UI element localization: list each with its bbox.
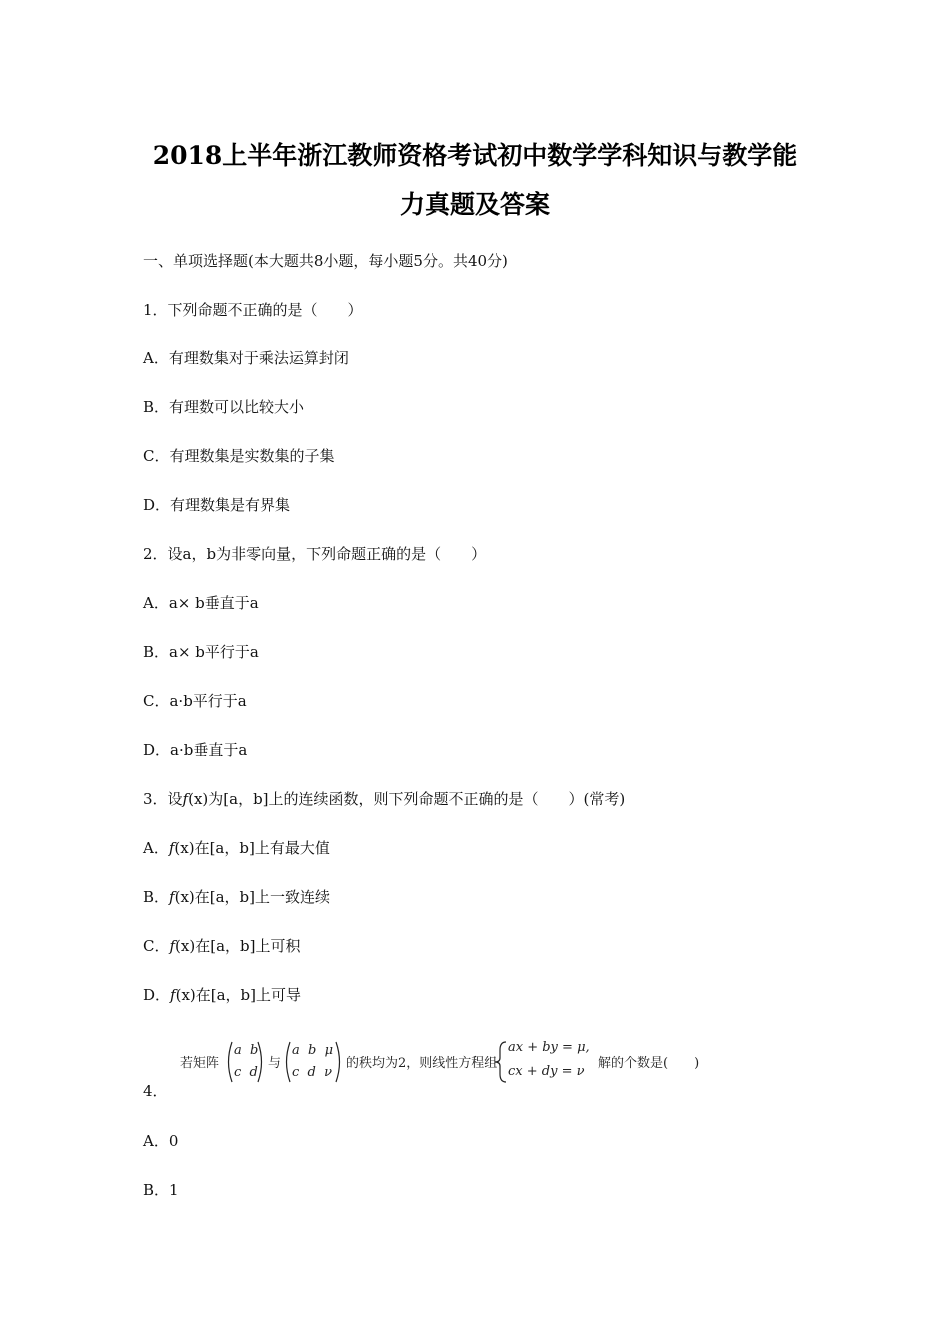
- formula-text-3: 的秩均为2，则线性方程组: [346, 1056, 498, 1071]
- function-symbol: f: [169, 888, 175, 906]
- question-3-option-c: [143, 936, 300, 956]
- matrix-2x2-entries: a b c d: [234, 1043, 259, 1080]
- option-letter: C．: [143, 937, 170, 955]
- question-3-option-b: [143, 887, 330, 907]
- formula-text-4: 解的个数是( ): [598, 1056, 700, 1071]
- function-symbol: f: [170, 986, 176, 1004]
- page-title-line-1: 2018上半年浙江教师资格考试初中数学学科知识与教学能: [152, 141, 798, 170]
- question-3-option-a: [143, 838, 330, 858]
- option-letter: B．: [143, 888, 170, 906]
- question-4-number: 4．: [143, 1082, 168, 1100]
- equation-1: ax + by = μ,: [508, 1040, 590, 1055]
- question-3-stem-prefix: 3．设: [143, 790, 183, 808]
- question-4-formula-image: [180, 1038, 700, 1086]
- question-1-stem: 1．下列命题不正确的是（ ）: [143, 301, 363, 319]
- question-2-stem: 2．设a，b为非零向量，下列命题正确的是（ ）: [143, 545, 487, 563]
- formula-text-1: 若矩阵: [180, 1056, 220, 1071]
- question-3-option-d: [143, 985, 301, 1005]
- option-text: (x)在[a，b]上一致连续: [174, 888, 331, 906]
- question-1-option-c: C．有理数集是实数集的子集: [143, 447, 335, 465]
- matrix-2x3-entries: a b μ c d ν: [292, 1043, 334, 1080]
- question-2-option-d: D．a·b垂直于a: [143, 741, 248, 759]
- option-letter: D．: [143, 986, 171, 1004]
- system-brace: [494, 1040, 508, 1084]
- option-text: (x)在[a，b]上可积: [175, 937, 301, 955]
- page-title-line-2: 力真题及答案: [399, 190, 550, 219]
- option-text: (x)在[a，b]上有最大值: [174, 839, 330, 857]
- question-3-stem-suffix: (x)为[a，b]上的连续函数，则下列命题不正确的是（ ）(常考): [188, 790, 626, 808]
- formula-text-2: 与: [268, 1056, 282, 1071]
- section-heading: 一、单项选择题(本大题共8小题，每小题5分。共40分): [143, 252, 508, 270]
- question-2-option-c: C．a·b平行于a: [143, 692, 247, 710]
- option-letter: A．: [143, 839, 169, 857]
- equation-2: cx + dy = ν: [508, 1064, 585, 1079]
- function-symbol: f: [168, 839, 175, 857]
- function-symbol: f: [182, 790, 189, 808]
- question-1-option-a: A．有理数集对于乘法运算封闭: [143, 349, 349, 367]
- question-1-option-d: D．有理数集是有界集: [143, 496, 291, 514]
- question-4-option-b: B．1: [143, 1181, 179, 1199]
- question-3-stem: [143, 789, 625, 809]
- question-4-option-a: A．0: [143, 1132, 179, 1150]
- question-2-option-a: A．a× b垂直于a: [143, 594, 259, 612]
- question-1-option-b: B．有理数可以比较大小: [143, 398, 305, 416]
- option-text: (x)在[a，b]上可导: [175, 986, 302, 1004]
- question-2-option-b: B．a× b平行于a: [143, 643, 259, 661]
- function-symbol: f: [169, 937, 176, 955]
